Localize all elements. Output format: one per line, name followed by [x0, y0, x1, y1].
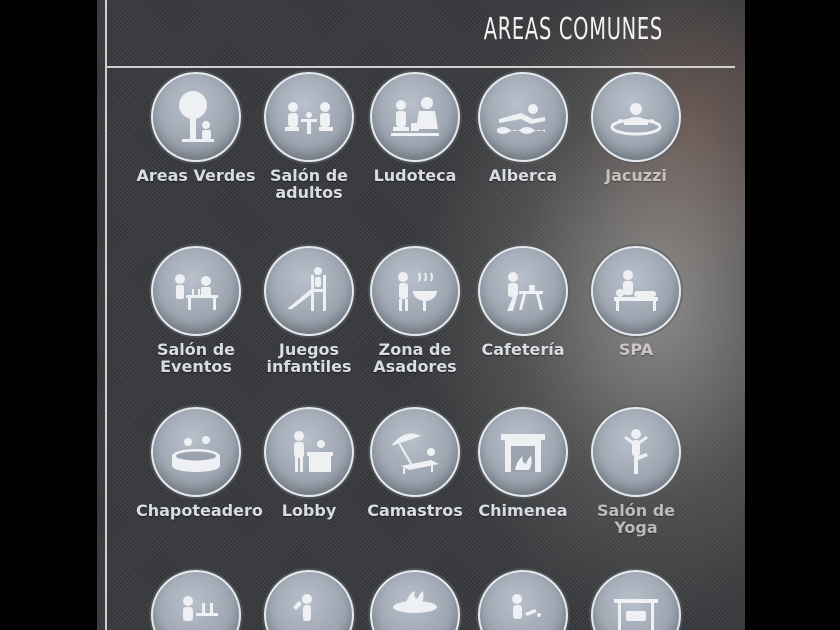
amenity-label: Salón de adultos [269, 166, 349, 202]
amenity-lobby[interactable] [249, 407, 369, 519]
amenity-alberca[interactable] [463, 72, 583, 184]
amenity-label: Zona de Asadores [373, 340, 457, 376]
amenity-row4-4[interactable] [463, 570, 583, 630]
reception-desk-icon [264, 407, 354, 497]
treadmill-icon [264, 570, 354, 630]
swimmer-icon [478, 72, 568, 162]
pergola-icon [591, 570, 681, 630]
fire-pit-icon [370, 570, 460, 630]
jacuzzi-icon [591, 72, 681, 162]
amenity-label: Lobby [281, 501, 337, 520]
amenity-row4-2[interactable] [249, 570, 369, 630]
coffee-table-icon [478, 246, 568, 336]
page-title: AREAS COMUNES [483, 12, 663, 47]
kiddie-pool-icon [151, 407, 241, 497]
amenity-salon-eventos[interactable] [136, 246, 256, 375]
amenity-row4-5[interactable] [576, 570, 696, 630]
amenity-row4-1[interactable] [136, 570, 256, 630]
title-bar [105, 0, 735, 68]
fireplace-icon [478, 407, 568, 497]
bbq-grill-icon [370, 246, 460, 336]
amenity-label: Camastros [367, 501, 463, 520]
amenity-chapoteadero[interactable] [136, 407, 263, 520]
gardening-icon [478, 570, 568, 630]
amenity-label: Juegos infantiles [266, 340, 352, 376]
amenity-label: Chimenea [478, 501, 568, 520]
amenity-zona-asadores[interactable] [355, 246, 475, 375]
amenity-label: Chapoteadero [136, 501, 263, 520]
amenity-label: Alberca [488, 166, 558, 185]
amenity-label: Areas Verdes [136, 166, 256, 185]
amenity-row4-3[interactable] [355, 570, 475, 630]
amenity-areas-verdes[interactable] [136, 72, 256, 184]
amenity-camastros[interactable] [355, 407, 475, 519]
amenity-label: Salón de Eventos [156, 340, 236, 376]
amenity-juegos-infantiles[interactable] [249, 246, 369, 375]
amenity-label: Ludoteca [373, 166, 457, 185]
amenity-salon-adultos[interactable] [249, 72, 369, 201]
amenity-label: Jacuzzi [605, 166, 667, 185]
adults-table-icon [264, 72, 354, 162]
kids-playroom-icon [370, 72, 460, 162]
amenity-jacuzzi[interactable] [576, 72, 696, 184]
sunbed-umbrella-icon [370, 407, 460, 497]
amenity-label: SPA [618, 340, 654, 359]
amenity-salon-yoga[interactable] [576, 407, 696, 536]
amenity-spa[interactable] [576, 246, 696, 358]
yoga-pose-icon [591, 407, 681, 497]
massage-icon [591, 246, 681, 336]
events-dining-icon [151, 246, 241, 336]
amenity-label: Cafetería [481, 340, 565, 359]
amenity-label: Salón de Yoga [596, 501, 676, 537]
reading-person-icon [151, 570, 241, 630]
playground-slide-icon [264, 246, 354, 336]
amenity-ludoteca[interactable] [355, 72, 475, 184]
amenity-cafeteria[interactable] [463, 246, 583, 358]
amenities-panel [97, 0, 745, 630]
amenity-chimenea[interactable] [463, 407, 583, 519]
tree-person-icon [151, 72, 241, 162]
